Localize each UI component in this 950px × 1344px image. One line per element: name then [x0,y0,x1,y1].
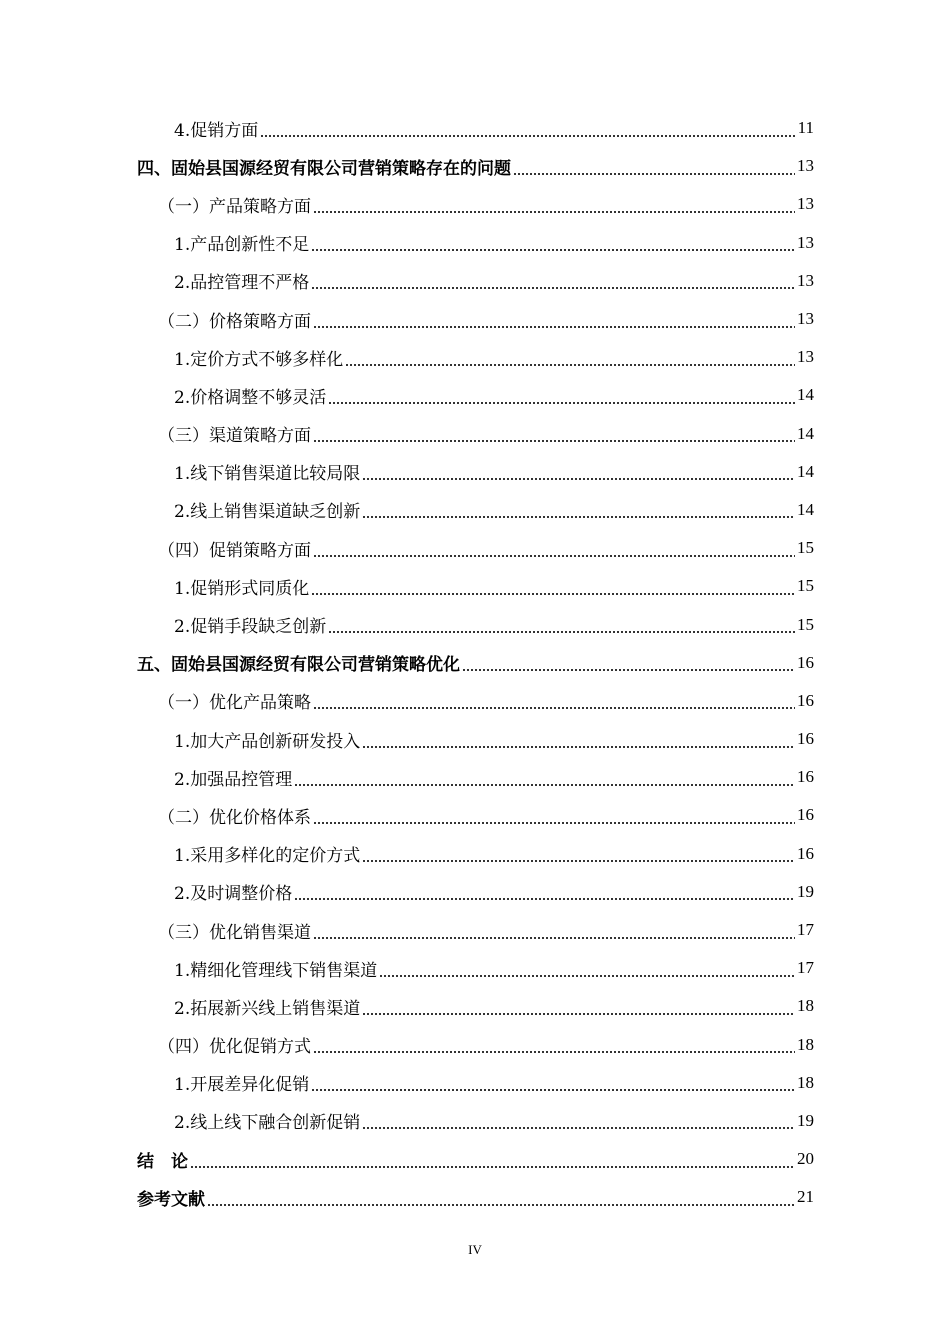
toc-entry[interactable] [0,835,814,873]
toc-leader-dots [313,810,795,827]
toc-entry-page-number: 15 [797,576,814,596]
toc-entry-label: （二）价格策略方面 [158,311,311,332]
toc-entry-page-number: 16 [797,690,814,710]
toc-leader-dots [294,886,795,903]
toc-leader-dots [462,657,795,674]
toc-entry[interactable] [0,1064,814,1102]
toc-entry[interactable] [0,147,814,185]
toc-leader-dots [362,466,795,483]
toc-entry[interactable] [0,338,814,376]
toc-entry[interactable] [0,644,814,682]
toc-entry[interactable] [0,224,814,262]
toc-entry-page-number: 17 [797,920,814,940]
toc-entry-label: （三）渠道策略方面 [158,426,311,447]
toc-entry-label: （四）优化促销方式 [158,1037,311,1058]
toc-entry[interactable] [0,949,814,987]
toc-entry[interactable] [0,1140,814,1178]
toc-entry[interactable] [0,185,814,223]
toc-leader-dots [313,543,795,560]
toc-leader-dots [311,581,795,598]
toc-entry-label: 1.精细化管理线下销售渠道 [174,960,378,981]
toc-entry-label: 1.采用多样化的定价方式 [174,846,361,867]
toc-leader-dots [513,161,795,178]
toc-entry[interactable] [0,1026,814,1064]
toc-entry-label: （二）优化价格体系 [158,807,311,828]
toc-entry-label: 1.线下销售渠道比较局限 [174,464,361,485]
toc-entry-page-number: 13 [797,309,814,329]
toc-leader-dots [328,619,795,636]
toc-entry-page-number: 18 [797,996,814,1016]
toc-entry-page-number: 17 [797,958,814,978]
toc-entry-page-number: 19 [797,881,814,901]
toc-leader-dots [328,390,795,407]
toc-leader-dots [207,1192,795,1209]
toc-entry-page-number: 16 [797,805,814,825]
toc-entry-page-number: 14 [797,423,814,443]
toc-entry[interactable] [0,300,814,338]
toc-entry-label: 2.及时调整价格 [174,884,293,905]
toc-entry[interactable] [0,453,814,491]
toc-entry-page-number: 14 [797,385,814,405]
toc-leader-dots [313,199,795,216]
toc-entry-page-number: 13 [797,194,814,214]
toc-leader-dots [294,772,795,789]
toc-entry-page-number: 14 [797,461,814,481]
toc-entry[interactable] [0,1178,814,1216]
toc-leader-dots [379,963,795,980]
toc-entry-page-number: 11 [797,118,814,138]
toc-entry-page-number: 14 [797,499,814,519]
toc-entry[interactable] [0,911,814,949]
toc-entry-page-number: 13 [797,156,814,176]
toc-leader-dots [313,314,795,331]
page-footer-number: IV [468,1242,482,1257]
toc-entry-label: 2.加强品控管理 [174,769,293,790]
toc-entry-label: 参考文献 [137,1189,205,1210]
toc-leader-dots [362,1001,795,1018]
toc-entry[interactable] [0,109,814,147]
toc-entry-page-number: 21 [797,1187,814,1207]
toc-leader-dots [345,352,795,369]
toc-entry-label: 1.定价方式不够多样化 [174,349,344,370]
toc-entry-label: 2.品控管理不严格 [174,273,310,294]
toc-entry-page-number: 16 [797,843,814,863]
toc-entry-page-number: 16 [797,652,814,672]
toc-entry-page-number: 16 [797,729,814,749]
toc-leader-dots [313,925,795,942]
toc-entry-page-number: 15 [797,538,814,558]
toc-leader-dots [362,734,795,751]
toc-leader-dots [311,237,795,254]
toc-entry[interactable] [0,720,814,758]
toc-leader-dots [362,1115,795,1132]
toc-leader-dots [313,1039,795,1056]
toc-entry-label: （一）优化产品策略 [158,693,311,714]
toc-entry[interactable] [0,491,814,529]
toc-entry[interactable] [0,529,814,567]
toc-entry-label: 4.促销方面 [174,120,259,141]
toc-entry[interactable] [0,873,814,911]
toc-leader-dots [362,504,795,521]
toc-entry-label: 结 论 [137,1151,188,1172]
toc-entry-page-number: 16 [797,767,814,787]
toc-leader-dots [313,695,795,712]
toc-entry[interactable] [0,567,814,605]
toc-entry-label: 四、固始县国源经贸有限公司营销策略存在的问题 [137,158,511,179]
toc-leader-dots [190,1154,795,1171]
toc-leader-dots [362,848,795,865]
toc-leader-dots [260,123,795,140]
toc-leader-dots [311,275,795,292]
toc-entry[interactable] [0,415,814,453]
toc-entry-page-number: 19 [797,1110,814,1130]
toc-entry-label: 2.线上线下融合创新促销 [174,1113,361,1134]
toc-entry-page-number: 18 [797,1072,814,1092]
toc-entry[interactable] [0,987,814,1025]
toc-entry-label: （四）促销策略方面 [158,540,311,561]
toc-entry-page-number: 18 [797,1034,814,1054]
table-of-contents [0,109,950,1216]
toc-entry[interactable] [0,796,814,834]
toc-entry-label: 1.开展差异化促销 [174,1075,310,1096]
toc-entry-page-number: 20 [797,1149,814,1169]
toc-entry-label: 2.价格调整不够灵活 [174,387,327,408]
toc-leader-dots [311,1077,795,1094]
toc-entry-label: 1.加大产品创新研发投入 [174,731,361,752]
toc-entry-page-number: 13 [797,270,814,290]
toc-entry[interactable] [0,682,814,720]
toc-entry-label: 1.促销形式同质化 [174,578,310,599]
toc-entry-label: （三）优化销售渠道 [158,922,311,943]
toc-entry-label: 2.促销手段缺乏创新 [174,617,327,638]
toc-entry[interactable] [0,605,814,643]
toc-entry-page-number: 13 [797,232,814,252]
toc-entry-label: 2.拓展新兴线上销售渠道 [174,998,361,1019]
toc-entry-page-number: 15 [797,614,814,634]
toc-entry-page-number: 13 [797,347,814,367]
toc-entry[interactable] [0,1102,814,1140]
toc-entry-label: 2.线上销售渠道缺乏创新 [174,502,361,523]
toc-entry[interactable] [0,758,814,796]
toc-entry[interactable] [0,262,814,300]
toc-entry-label: （一）产品策略方面 [158,196,311,217]
toc-entry[interactable] [0,376,814,414]
toc-entry-label: 1.产品创新性不足 [174,235,310,256]
toc-leader-dots [313,428,795,445]
toc-entry-label: 五、固始县国源经贸有限公司营销策略优化 [137,655,460,676]
